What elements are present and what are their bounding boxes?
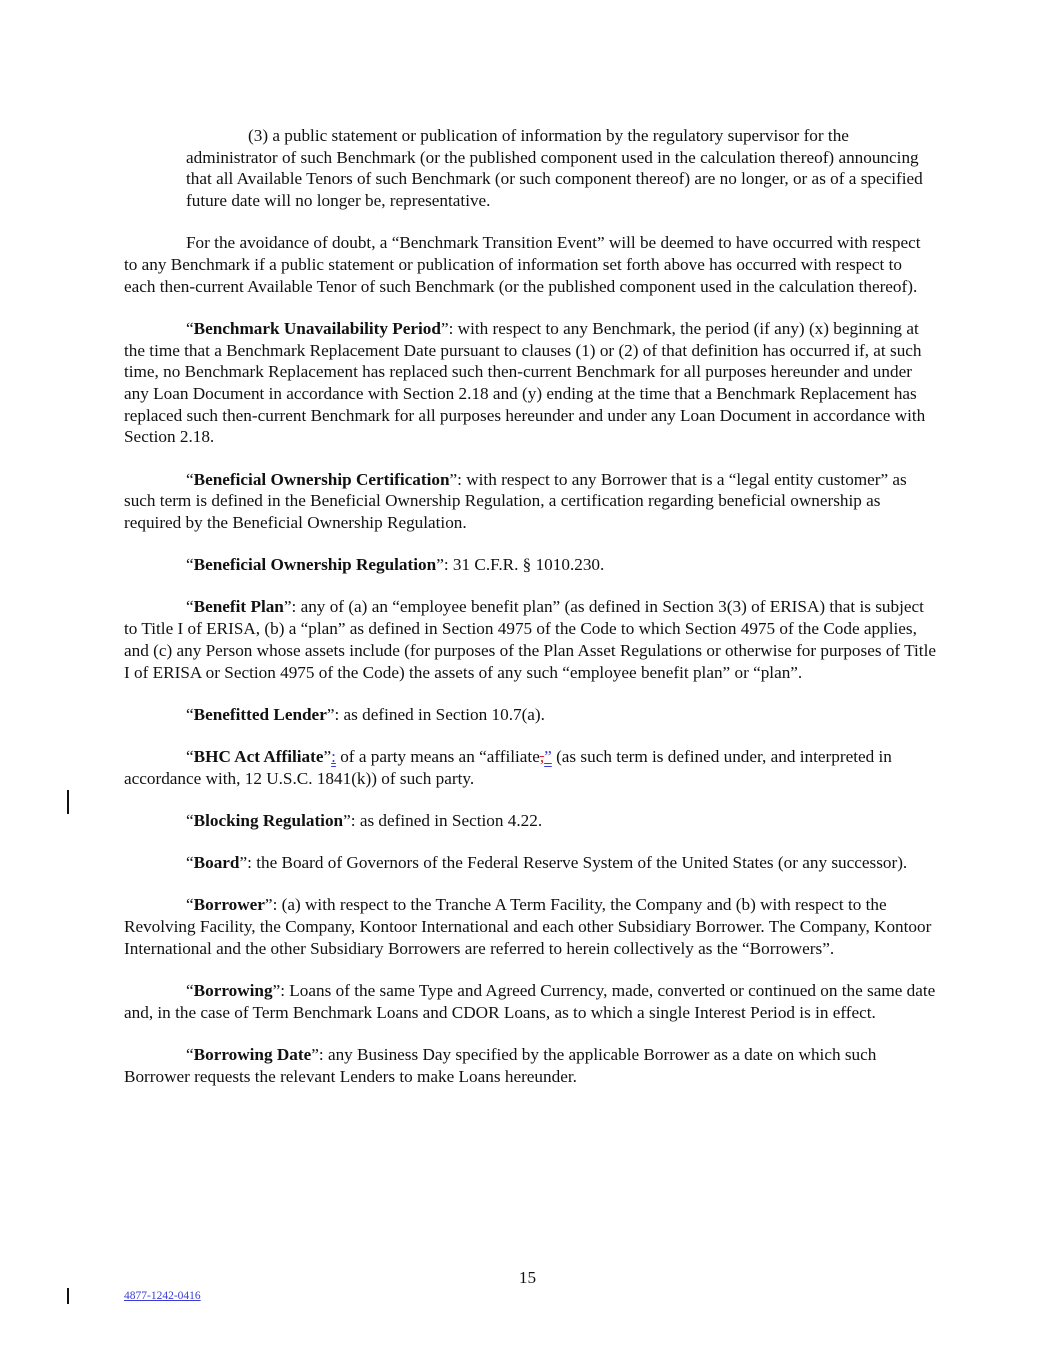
defined-term: Borrowing Date [193,1044,312,1064]
inserted-colon: : [331,746,336,766]
definition-blocking-regulation: “Blocking Regulation”: as defined in Section 4.22. [186,810,543,830]
change-bar-bhc [67,790,69,814]
definition-benchmark-unavailability-period: “Benchmark Unavailability Period”: with respect to any Benchmark, the period (if any) (x) beginning at the time that a Benchmark Replacement Date pursuant to clauses (1) or (2) of that definition has occurred if, at such time, no Benchmark Replacement has replaced such then-current Benchmark for all purposes hereunder and under any Loan Document in accordance with Section 2.18 and (y) ending at the time that a Benchmark Replacement has replaced such then-current Benchmark for all purposes hereunder and under any Loan Document in accordance with Section 2.18. [124,318,926,447]
inserted-quote: ” [544,746,552,766]
clause-3-paragraph: (3) a public statement or publication of information by the regulatory supervisor for the administrator of such Benchmark (or the published component used in the calculation thereof) announcing that all Available Tenors of such Benchmark (or such component thereof) are no longer, or as of a specified future date will no longer be, representative. [186,126,923,211]
definition-benefit-plan: “Benefit Plan”: any of (a) an “employee benefit plan” (as defined in Section 3(3) of ERISA) that is subject to Title I of ERISA, (b) a “plan” as defined in Section 4975 of the Code to which Section 4975 of the Code applies, and (c) any Person whose assets include (for purposes of the Plan Asset Regulations or otherwise for purposes of Title I of ERISA or Section 4975 of the Code) the assets of any such “employee benefit plan” or “plan”. [124,597,936,682]
defined-term: Beneficial Ownership Regulation [193,555,437,575]
document-body [124,125,936,1108]
definition-board: “Board”: the Board of Governors of the Federal Reserve System of the United States (or any successor). [186,853,908,873]
definition-borrower: “Borrower”: (a) with respect to the Tranche A Term Facility, the Company and (b) with respect to the Revolving Facility, the Company, Kontoor International and each other Subsidiary Borrower. The Company, Kontoor International and the other Subsidiary Borrowers are referred to herein collectively as the “Borrowers”. [124,895,932,958]
change-bar-footer [67,1288,69,1304]
defined-term: Benefitted Lender [193,704,327,724]
defined-term: BHC Act Affiliate [193,746,324,766]
definition-beneficial-ownership-certification: “Beneficial Ownership Certification”: with respect to any Borrower that is a “legal entity customer” as such term is defined in the Beneficial Ownership Regulation, a certification regarding beneficial ownership as required by the Beneficial Ownership Regulation. [124,469,907,533]
defined-term: Beneficial Ownership Certification [193,469,450,489]
avoidance-paragraph: For the avoidance of doubt, a “Benchmark Transition Event” will be deemed to have occurred with respect to any Benchmark if a public statement or publication of information set forth above has occurred with respect to each then-current Available Tenor of such Benchmark (or the published component used in the calculation thereof). [124,233,921,296]
defined-term: Blocking Regulation [193,810,344,830]
defined-term: Benefit Plan [193,597,284,617]
definition-borrowing: “Borrowing”: Loans of the same Type and Agreed Currency, made, converted or continued on the same date and, in the case of Term Benchmark Loans and CDOR Loans, as to which a single Interest Period is in effect. [124,980,936,1022]
deleted-comma: , [539,746,545,766]
defined-term: Borrowing [193,980,273,1000]
definition-benefitted-lender: “Benefitted Lender”: as defined in Section 10.7(a). [186,704,545,724]
definition-bhc-act-affiliate: “BHC Act Affiliate”: of a party means an “affiliate,” (as such term is defined under, and interpreted in accordance with, 12 U.S.C. 1841(k)) of such party. [124,746,892,788]
page-number: 15 [518,1268,537,1287]
defined-term: Borrower [193,895,265,915]
definition-borrowing-date: “Borrowing Date”: any Business Day specified by the applicable Borrower as a date on which such Borrower requests the relevant Lenders to make Loans hereunder. [124,1044,877,1086]
defined-term: Benchmark Unavailability Period [193,318,441,338]
definition-beneficial-ownership-regulation: “Beneficial Ownership Regulation”: 31 C.F.R. § 1010.230. [186,555,605,575]
defined-term: Board [193,853,240,873]
document-id-link[interactable]: 4877-1242-0416 [124,1290,201,1302]
